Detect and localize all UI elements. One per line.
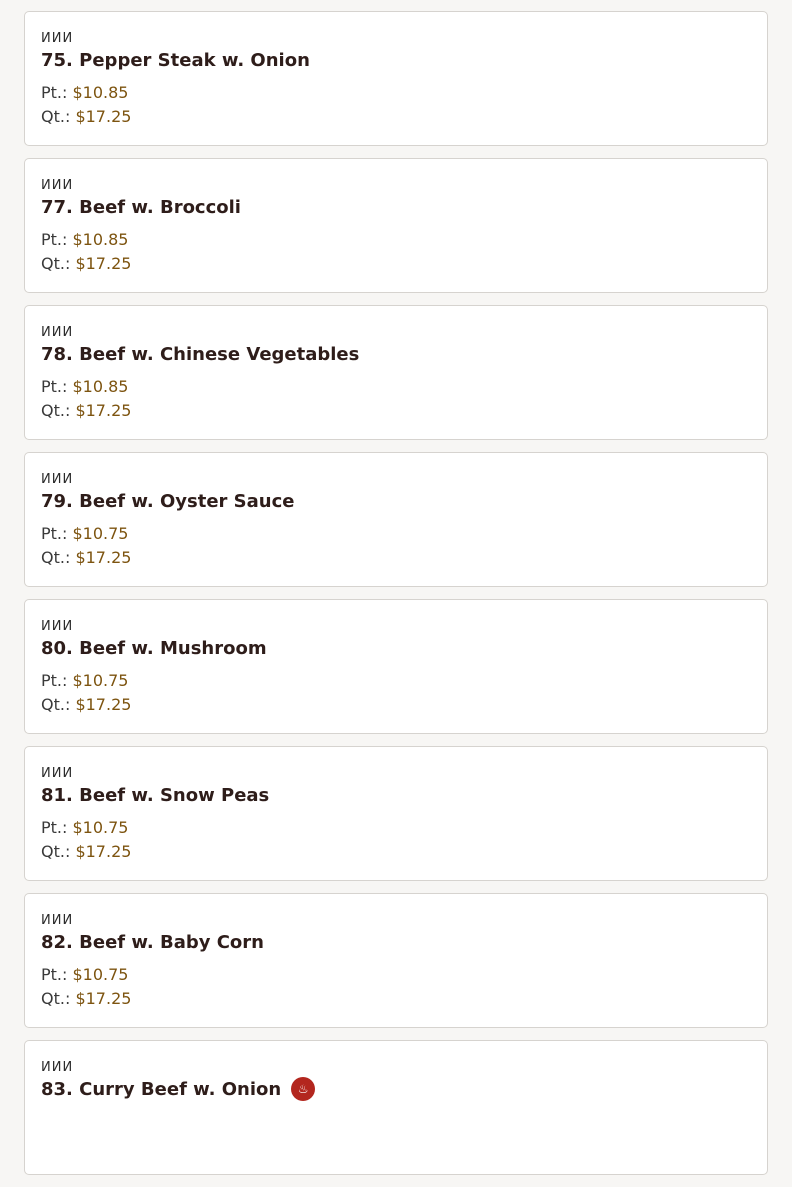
menu-item-card[interactable]	[24, 452, 768, 587]
price-list	[41, 963, 751, 1011]
chinese-name: ИИИ	[41, 178, 74, 193]
price-line	[41, 375, 751, 399]
price-line	[41, 546, 751, 570]
menu-item-card[interactable]	[24, 11, 768, 146]
price-line	[41, 816, 751, 840]
item-title-row	[41, 488, 751, 514]
chinese-name: ИИИ	[41, 31, 74, 46]
chinese-name: ИИИ	[41, 472, 74, 487]
price-value: $17.25	[75, 401, 132, 420]
item-title-row	[41, 929, 751, 955]
size-label: Pt.:	[41, 377, 68, 396]
size-label: Qt.:	[41, 842, 71, 861]
price-value: $17.25	[75, 107, 132, 126]
menu-item-card[interactable]	[24, 158, 768, 293]
item-title-row	[41, 194, 751, 220]
item-title: 83. Curry Beef w. Onion	[41, 1078, 282, 1100]
size-label: Qt.:	[41, 989, 71, 1008]
price-value: $17.25	[75, 842, 132, 861]
price-line	[41, 81, 751, 105]
price-line	[41, 840, 751, 864]
item-title: 75. Pepper Steak w. Onion	[41, 49, 310, 71]
price-list	[41, 816, 751, 864]
price-line	[41, 963, 751, 987]
price-list	[41, 228, 751, 276]
item-title-row	[41, 782, 751, 808]
item-title: 81. Beef w. Snow Peas	[41, 784, 270, 806]
price-value: $10.85	[72, 230, 129, 249]
chinese-name: ИИИ	[41, 766, 74, 781]
menu-item-card[interactable]	[24, 893, 768, 1028]
size-label: Qt.:	[41, 695, 71, 714]
item-title: 79. Beef w. Oyster Sauce	[41, 490, 295, 512]
price-line	[41, 399, 751, 423]
price-list	[41, 81, 751, 129]
price-value: $17.25	[75, 989, 132, 1008]
chinese-name: ИИИ	[41, 913, 74, 928]
price-line	[41, 987, 751, 1011]
price-value: $10.75	[72, 965, 129, 984]
item-title-row	[41, 341, 751, 367]
menu-item-card[interactable]	[24, 746, 768, 881]
item-title: 77. Beef w. Broccoli	[41, 196, 241, 218]
size-label: Pt.:	[41, 230, 68, 249]
price-value: $10.85	[72, 377, 129, 396]
price-value: $10.85	[72, 83, 129, 102]
size-label: Pt.:	[41, 671, 68, 690]
chinese-name: ИИИ	[41, 325, 74, 340]
size-label: Qt.:	[41, 548, 71, 567]
menu-item-card[interactable]	[24, 1040, 768, 1175]
price-line	[41, 228, 751, 252]
price-line	[41, 669, 751, 693]
price-value: $10.75	[72, 818, 129, 837]
size-label: Qt.:	[41, 107, 71, 126]
price-line	[41, 693, 751, 717]
price-value: $17.25	[75, 695, 132, 714]
item-title-row	[41, 1076, 751, 1102]
price-line	[41, 252, 751, 276]
price-value: $17.25	[75, 548, 132, 567]
item-title: 82. Beef w. Baby Corn	[41, 931, 264, 953]
size-label: Qt.:	[41, 401, 71, 420]
chinese-name: ИИИ	[41, 619, 74, 634]
menu-item-list	[24, 11, 768, 1187]
menu-item-card[interactable]	[24, 599, 768, 734]
price-value: $10.75	[72, 524, 129, 543]
size-label: Pt.:	[41, 965, 68, 984]
price-line	[41, 105, 751, 129]
price-value: $17.25	[75, 254, 132, 273]
item-title-row	[41, 635, 751, 661]
size-label: Pt.:	[41, 524, 68, 543]
menu-item-card[interactable]	[24, 305, 768, 440]
item-title: 78. Beef w. Chinese Vegetables	[41, 343, 360, 365]
price-list	[41, 522, 751, 570]
price-list	[41, 375, 751, 423]
chili-pepper-icon: ♨	[291, 1077, 315, 1101]
size-label: Pt.:	[41, 83, 68, 102]
chinese-name: ИИИ	[41, 1060, 74, 1075]
item-title-row	[41, 47, 751, 73]
item-title: 80. Beef w. Mushroom	[41, 637, 267, 659]
size-label: Qt.:	[41, 254, 71, 273]
price-line	[41, 522, 751, 546]
size-label: Pt.:	[41, 818, 68, 837]
price-list	[41, 669, 751, 717]
price-value: $10.75	[72, 671, 129, 690]
